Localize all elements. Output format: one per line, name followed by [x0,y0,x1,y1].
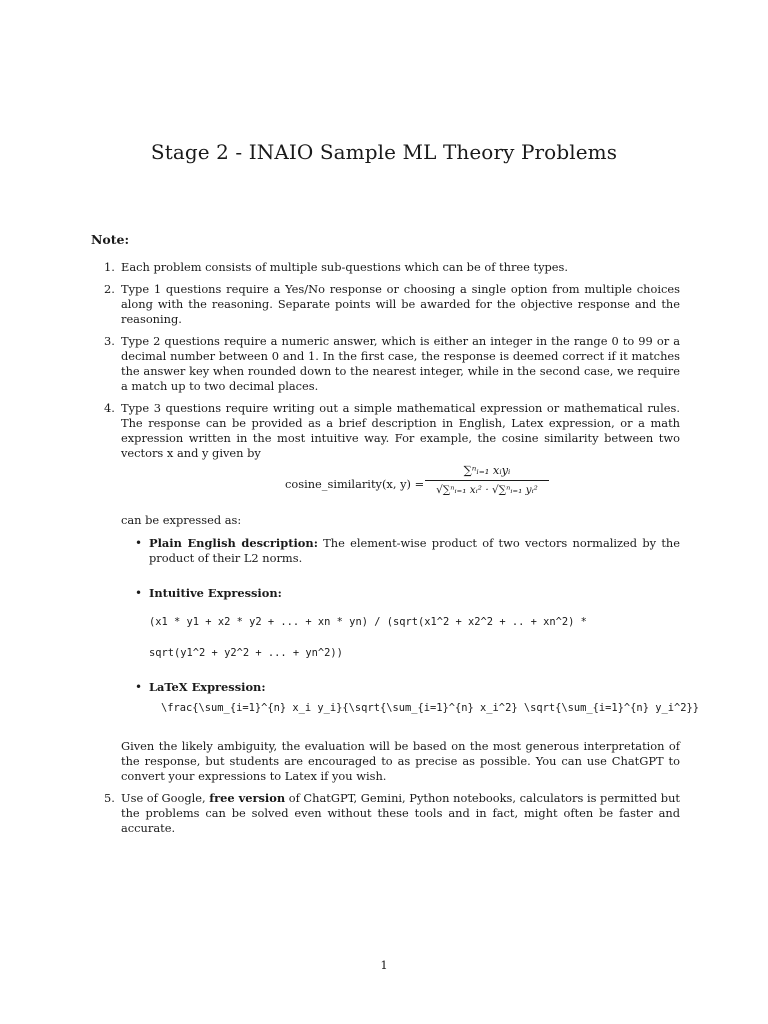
item-text: Type 3 questions require writing out a simple mathematical expression or mathematical rules. The response can be provided as a brief description in English, Latex expression, or a math expression written in the most intuitive way. For example, the cosine similarity between two vectors x and y given by [121,401,680,460]
bullet-label: LaTeX Expression: [149,680,266,694]
item5-bold: free version [209,791,286,805]
bullet-label: Plain English description: [149,536,318,550]
item-number: 5. [104,791,115,805]
list-item [104,334,680,394]
equation-fraction [423,463,551,498]
item-number: 1. [104,260,115,274]
item-text: Type 2 questions require a numeric answer, which is either an integer in the range 0 to 99 or a decimal number between 0 and 1. In the first case, the response is deemed correct if it matches the answer key when rounded down to the nearest integer, while in the second case, we require a match up to two decimal places. [121,334,680,393]
expressed-as-text: can be expressed as: [121,513,242,527]
item5-pre: Use of Google, [121,791,210,805]
bullet-latex [135,680,699,715]
equation-denominator: √∑ⁿᵢ₌₁ xᵢ² · √∑ⁿᵢ₌₁ yᵢ² [436,484,538,496]
bullet-icon: • [135,586,143,600]
item-number: 2. [104,282,115,296]
page-number: 1 [380,958,388,972]
intuitive-code-line-2: sqrt(y1^2 + y2^2 + ... + yn^2)) [149,647,343,659]
item-text: Each problem consists of multiple sub-questions which can be of three types. [121,260,569,274]
bullet-text: The element-wise product of two vectors normalized by the product of their L2 norms. [149,536,680,565]
latex-code: \frac{\sum_{i=1}^{n} x_i y_i}{\sqrt{\sum_{i=1}^{n} x_i^2} \sqrt{\sum_{i=1}^{n} y_i^2}} [161,702,699,714]
bullet-icon: • [135,680,143,694]
item-number: 4. [104,401,115,415]
bullet-icon: • [135,536,143,550]
bullet-intuitive [135,586,680,660]
page-title: Stage 2 - INAIO Sample ML Theory Problems [150,140,618,164]
item-text: Type 1 questions require a Yes/No response or choosing a single option from multiple choices along with the reasoning. Separate points will be awarded for the objective response and the reasoning. [121,282,680,326]
bullet-plain-english [135,536,680,566]
list-item [104,791,680,836]
list-item [104,282,680,327]
ambiguity-paragraph: Given the likely ambiguity, the evaluation will be based on the most generous interpretation of the response, but students are encouraged to as precise as possible. You can use ChatGPT to convert your expressions to Latex if you wish. [121,739,680,783]
item-number: 3. [104,334,115,348]
note-label: Note: [91,232,130,247]
equation-numerator: ∑ⁿᵢ₌₁ xᵢyᵢ [463,463,511,477]
note-list [104,260,699,843]
expression-bullets [121,536,699,715]
list-item [104,260,680,275]
equation-lhs: cosine_similarity(x, y) = [285,477,425,491]
intuitive-code-line-1: (x1 * y1 + x2 * y2 + ... + xn * yn) / (sqrt(x1^2 + x2^2 + .. + xn^2) * [149,616,587,628]
cosine-similarity-equation [121,463,680,509]
item5-post: of ChatGPT, Gemini, Python notebooks, calculators is permitted but the problems can be solved even without these tools and in fact, might often be faster and accurate. [121,791,680,835]
bullet-label: Intuitive Expression: [149,586,282,600]
list-item [104,401,699,784]
